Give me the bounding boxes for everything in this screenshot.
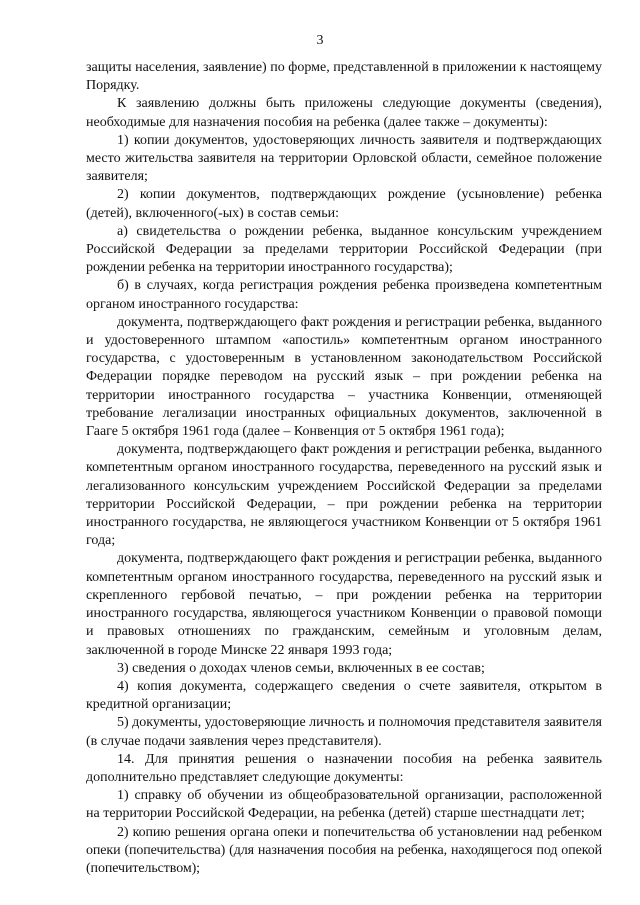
list-item-2-birth-documents: 2) копии документов, подтверждающих рождение (усыновление) ребенка (детей), включенного(-ых) в состав семьи: <box>86 187 602 221</box>
list-item-2a-consular-certificate: а) свидетельства о рождении ребенка, выданное консульским учреждением Российской Федерации за пределами территории Российской Федерации (при рождении ребенка на территории иностранного государства); <box>86 223 602 276</box>
paragraph-minsk-convention-document: документа, подтверждающего факт рождения и регистрации ребенка, выданного компетентным органом иностранного государства, переведенного на русский язык и скрепленного гербовой печатью, – при рождении ребенка на территории иностранного государства, являющегося участником Конвенции о правовой помощи и правовых отношениях по гражданским, семейным и уголовным делам, заключенной в городе Минске 22 января 1993 года; <box>86 551 602 658</box>
section-14-item-2-guardianship-decision: 2) копию решения органа опеки и попечительства об установлении над ребенком опеки (попечительства) (для назначения пособия на ребенка, находящегося под опекой (попечительством); <box>86 824 602 876</box>
page-number: 3 <box>316 33 324 48</box>
document-body <box>86 59 602 878</box>
list-item-4-bank-account: 4) копия документа, содержащего сведения о счете заявителя, открытом в кредитной организации; <box>86 678 602 713</box>
list-item-3-income-info: 3) сведения о доходах членов семьи, включенных в ее состав; <box>117 660 485 676</box>
paragraph-continuation: защиты населения, заявление) по форме, представленной в приложении к настоящему Порядку. <box>86 60 602 94</box>
section-14-item-1-school-certificate: 1) справку об обучении из общеобразовательной организации, расположенной на территории Российской Федерации, на ребенка (детей) старше шестнадцати лет; <box>86 788 602 822</box>
list-item-5-representative-documents: 5) документы, удостоверяющие личность и полномочия представителя заявителя (в случае подачи заявления через представителя). <box>86 715 602 749</box>
paragraph-apostille-document: документа, подтверждающего факт рождения и регистрации ребенка, выданного и удостоверенного штампом «апостиль» компетентным органом иностранного государства, с удостоверенным в установленном законодательством Российской Федерации порядке переводом на русский язык – при рождении ребенка на территории иностранного государства – участника Конвенции, отменяющей требование легализации иностранных официальных документов, заключенной в Гааге 5 октября 1961 года (далее – Конвенция от 5 октября 1961 года); <box>86 314 602 440</box>
list-item-2b-foreign-registration: б) в случаях, когда регистрация рождения ребенка произведена компетентным органом иностранного государства: <box>86 278 602 312</box>
paragraph-attachments-intro: К заявлению должны быть приложены следующие документы (сведения), необходимые для назначения пособия на ребенка (далее также – документы): <box>86 96 602 130</box>
section-14-additional-documents: 14. Для принятия решения о назначении пособия на ребенка заявитель дополнительно представляет следующие документы: <box>86 751 602 785</box>
paragraph-legalized-document: документа, подтверждающего факт рождения и регистрации ребенка, выданного компетентным органом иностранного государства, переведенного на русский язык и легализованного консульским учреждением Российской Федерации за пределами территории Российской Федерации, – при рождении ребенка на территории иностранного государства, не являющегося участником Конвенции от 5 октября 1961 года; <box>86 442 602 549</box>
list-item-1-identity-documents: 1) копии документов, удостоверяющих личность заявителя и подтверждающих место жительства заявителя на территории Орловской области, семейное положение заявителя; <box>86 132 602 185</box>
